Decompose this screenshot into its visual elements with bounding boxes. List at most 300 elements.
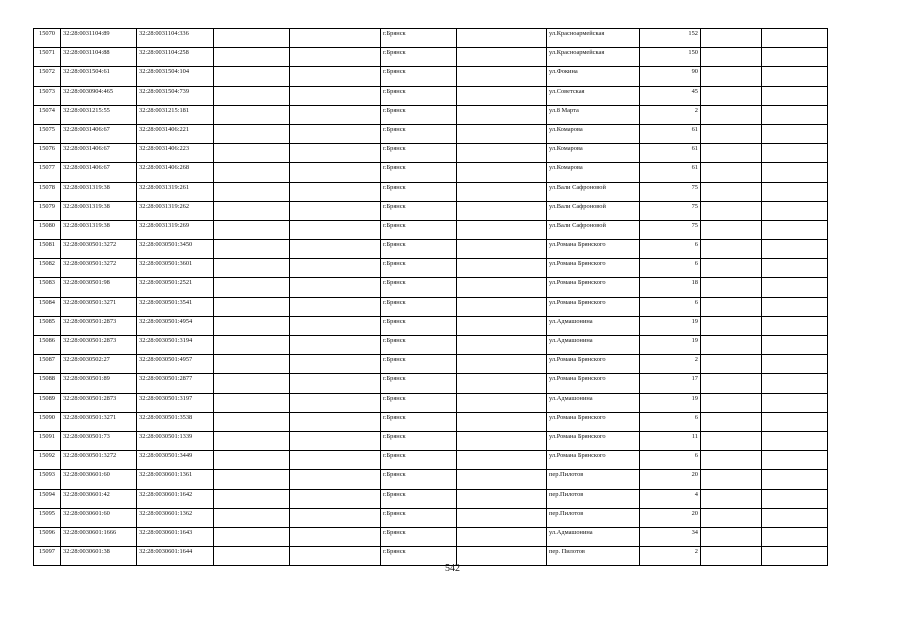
object-cadastral-number-cell: 32:28:0030501:2521 xyxy=(137,278,214,297)
empty-cell xyxy=(762,124,828,143)
empty-cell xyxy=(457,105,547,124)
house-number-cell: 20 xyxy=(640,508,701,527)
empty-cell xyxy=(290,124,381,143)
street-cell: ул.Адмашонина xyxy=(547,393,640,412)
empty-cell xyxy=(701,431,762,450)
house-number-cell: 17 xyxy=(640,374,701,393)
empty-cell xyxy=(290,297,381,316)
city-cell: г.Брянск xyxy=(381,29,457,48)
empty-cell xyxy=(214,489,290,508)
empty-cell xyxy=(762,29,828,48)
table-row xyxy=(34,336,828,355)
row-number-cell: 15080 xyxy=(34,220,61,239)
empty-cell xyxy=(457,259,547,278)
house-number-cell: 90 xyxy=(640,67,701,86)
cadastral-number-cell: 32:28:0031406:67 xyxy=(61,124,137,143)
empty-cell xyxy=(457,527,547,546)
table-row xyxy=(34,124,828,143)
table-row xyxy=(34,48,828,67)
empty-cell xyxy=(762,163,828,182)
street-cell: пер.Пилотов xyxy=(547,470,640,489)
empty-cell xyxy=(701,182,762,201)
empty-cell xyxy=(214,527,290,546)
object-cadastral-number-cell: 32:28:0031406:268 xyxy=(137,163,214,182)
city-cell: г.Брянск xyxy=(381,182,457,201)
street-cell: ул.Вали Сафроновой xyxy=(547,220,640,239)
empty-cell xyxy=(290,48,381,67)
object-cadastral-number-cell: 32:28:0030601:1361 xyxy=(137,470,214,489)
cadastral-number-cell: 32:28:0030501:2873 xyxy=(61,336,137,355)
object-cadastral-number-cell: 32:28:0031319:261 xyxy=(137,182,214,201)
city-cell: г.Брянск xyxy=(381,48,457,67)
object-cadastral-number-cell: 32:28:0030501:3449 xyxy=(137,451,214,470)
empty-cell xyxy=(701,355,762,374)
empty-cell xyxy=(290,220,381,239)
empty-cell xyxy=(214,240,290,259)
table-row xyxy=(34,259,828,278)
table-row xyxy=(34,431,828,450)
empty-cell xyxy=(701,29,762,48)
cadastral-number-cell: 32:28:0030501:3272 xyxy=(61,451,137,470)
house-number-cell: 19 xyxy=(640,393,701,412)
table-row xyxy=(34,105,828,124)
empty-cell xyxy=(762,201,828,220)
empty-cell xyxy=(762,278,828,297)
house-number-cell: 75 xyxy=(640,220,701,239)
cadastral-number-cell: 32:28:0030501:3272 xyxy=(61,259,137,278)
page-number: 542 xyxy=(445,563,460,574)
house-number-cell: 6 xyxy=(640,297,701,316)
street-cell: ул.Адмашонина xyxy=(547,336,640,355)
empty-cell xyxy=(701,163,762,182)
street-cell: ул.Комарова xyxy=(547,144,640,163)
empty-cell xyxy=(762,527,828,546)
street-cell: ул.Комарова xyxy=(547,163,640,182)
empty-cell xyxy=(290,431,381,450)
house-number-cell: 61 xyxy=(640,163,701,182)
empty-cell xyxy=(290,144,381,163)
empty-cell xyxy=(290,355,381,374)
table-row xyxy=(34,470,828,489)
empty-cell xyxy=(701,144,762,163)
row-number-cell: 15084 xyxy=(34,297,61,316)
empty-cell xyxy=(214,393,290,412)
street-cell: ул.Красноармейская xyxy=(547,29,640,48)
city-cell: г.Брянск xyxy=(381,144,457,163)
street-cell: ул.Вали Сафроновой xyxy=(547,201,640,220)
empty-cell xyxy=(701,259,762,278)
house-number-cell: 11 xyxy=(640,431,701,450)
empty-cell xyxy=(214,278,290,297)
table-row xyxy=(34,29,828,48)
empty-cell xyxy=(701,316,762,335)
empty-cell xyxy=(457,163,547,182)
empty-cell xyxy=(290,336,381,355)
city-cell: г.Брянск xyxy=(381,508,457,527)
cadastral-number-cell: 32:28:0031319:38 xyxy=(61,201,137,220)
object-cadastral-number-cell: 32:28:0030501:3197 xyxy=(137,393,214,412)
table-row xyxy=(34,86,828,105)
empty-cell xyxy=(701,412,762,431)
city-cell: г.Брянск xyxy=(381,393,457,412)
cadastral-number-cell: 32:28:0031406:67 xyxy=(61,163,137,182)
empty-cell xyxy=(701,105,762,124)
table-row xyxy=(34,412,828,431)
empty-cell xyxy=(290,29,381,48)
registry-table xyxy=(33,28,828,566)
empty-cell xyxy=(457,201,547,220)
city-cell: г.Брянск xyxy=(381,278,457,297)
empty-cell xyxy=(290,201,381,220)
empty-cell xyxy=(214,220,290,239)
object-cadastral-number-cell: 32:28:0030501:3538 xyxy=(137,412,214,431)
city-cell: г.Брянск xyxy=(381,240,457,259)
row-number-cell: 15073 xyxy=(34,86,61,105)
city-cell: г.Брянск xyxy=(381,547,457,566)
city-cell: г.Брянск xyxy=(381,124,457,143)
row-number-cell: 15089 xyxy=(34,393,61,412)
empty-cell xyxy=(701,451,762,470)
empty-cell xyxy=(457,412,547,431)
empty-cell xyxy=(290,278,381,297)
empty-cell xyxy=(457,470,547,489)
cadastral-number-cell: 32:28:0031215:55 xyxy=(61,105,137,124)
table-row xyxy=(34,297,828,316)
row-number-cell: 15094 xyxy=(34,489,61,508)
row-number-cell: 15082 xyxy=(34,259,61,278)
empty-cell xyxy=(457,316,547,335)
cadastral-number-cell: 32:28:0031104:89 xyxy=(61,29,137,48)
empty-cell xyxy=(214,355,290,374)
street-cell: ул.Романа Брянского xyxy=(547,374,640,393)
empty-cell xyxy=(762,431,828,450)
row-number-cell: 15079 xyxy=(34,201,61,220)
city-cell: г.Брянск xyxy=(381,105,457,124)
table-row xyxy=(34,489,828,508)
table-row xyxy=(34,278,828,297)
empty-cell xyxy=(701,86,762,105)
empty-cell xyxy=(762,412,828,431)
empty-cell xyxy=(762,144,828,163)
empty-cell xyxy=(214,316,290,335)
empty-cell xyxy=(762,489,828,508)
object-cadastral-number-cell: 32:28:0031504:104 xyxy=(137,67,214,86)
street-cell: ул.Романа Брянского xyxy=(547,431,640,450)
street-cell: пер.Пилотов xyxy=(547,508,640,527)
empty-cell xyxy=(457,431,547,450)
cadastral-number-cell: 32:28:0030501:73 xyxy=(61,431,137,450)
empty-cell xyxy=(214,431,290,450)
object-cadastral-number-cell: 32:28:0031319:269 xyxy=(137,220,214,239)
cadastral-number-cell: 32:28:0030501:2873 xyxy=(61,393,137,412)
empty-cell xyxy=(701,470,762,489)
house-number-cell: 19 xyxy=(640,316,701,335)
empty-cell xyxy=(290,412,381,431)
row-number-cell: 15077 xyxy=(34,163,61,182)
empty-cell xyxy=(701,527,762,546)
street-cell: ул.Романа Брянского xyxy=(547,451,640,470)
empty-cell xyxy=(290,489,381,508)
empty-cell xyxy=(762,470,828,489)
city-cell: г.Брянск xyxy=(381,163,457,182)
object-cadastral-number-cell: 32:28:0031406:223 xyxy=(137,144,214,163)
street-cell: ул.Красноармейская xyxy=(547,48,640,67)
empty-cell xyxy=(290,470,381,489)
street-cell: ул.Советская xyxy=(547,86,640,105)
street-cell: ул.Романа Брянского xyxy=(547,240,640,259)
cadastral-number-cell: 32:28:0030601:60 xyxy=(61,470,137,489)
empty-cell xyxy=(214,412,290,431)
row-number-cell: 15085 xyxy=(34,316,61,335)
empty-cell xyxy=(214,297,290,316)
empty-cell xyxy=(290,527,381,546)
empty-cell xyxy=(701,278,762,297)
street-cell: ул.Комарова xyxy=(547,124,640,143)
object-cadastral-number-cell: 32:28:0030501:3601 xyxy=(137,259,214,278)
empty-cell xyxy=(762,86,828,105)
empty-cell xyxy=(701,48,762,67)
city-cell: г.Брянск xyxy=(381,297,457,316)
cadastral-number-cell: 32:28:0031504:61 xyxy=(61,67,137,86)
city-cell: г.Брянск xyxy=(381,489,457,508)
house-number-cell: 2 xyxy=(640,547,701,566)
city-cell: г.Брянск xyxy=(381,220,457,239)
cadastral-number-cell: 32:28:0030501:3272 xyxy=(61,240,137,259)
cadastral-number-cell: 32:28:0031104:88 xyxy=(61,48,137,67)
empty-cell xyxy=(457,489,547,508)
street-cell: пер.Пилотов xyxy=(547,489,640,508)
city-cell: г.Брянск xyxy=(381,355,457,374)
street-cell: ул.Романа Брянского xyxy=(547,259,640,278)
empty-cell xyxy=(457,297,547,316)
empty-cell xyxy=(701,220,762,239)
empty-cell xyxy=(457,374,547,393)
object-cadastral-number-cell: 32:28:0031319:262 xyxy=(137,201,214,220)
house-number-cell: 19 xyxy=(640,336,701,355)
empty-cell xyxy=(457,278,547,297)
house-number-cell: 18 xyxy=(640,278,701,297)
row-number-cell: 15095 xyxy=(34,508,61,527)
empty-cell xyxy=(290,240,381,259)
table-row xyxy=(34,163,828,182)
table-row xyxy=(34,355,828,374)
empty-cell xyxy=(762,220,828,239)
table-row xyxy=(34,393,828,412)
empty-cell xyxy=(762,240,828,259)
empty-cell xyxy=(457,220,547,239)
city-cell: г.Брянск xyxy=(381,374,457,393)
row-number-cell: 15072 xyxy=(34,67,61,86)
empty-cell xyxy=(214,163,290,182)
empty-cell xyxy=(214,182,290,201)
empty-cell xyxy=(290,316,381,335)
house-number-cell: 6 xyxy=(640,412,701,431)
empty-cell xyxy=(290,259,381,278)
object-cadastral-number-cell: 32:28:0030601:1643 xyxy=(137,527,214,546)
row-number-cell: 15097 xyxy=(34,547,61,566)
empty-cell xyxy=(762,393,828,412)
empty-cell xyxy=(701,297,762,316)
empty-cell xyxy=(214,451,290,470)
cadastral-number-cell: 32:28:0030501:98 xyxy=(61,278,137,297)
empty-cell xyxy=(457,67,547,86)
empty-cell xyxy=(762,67,828,86)
empty-cell xyxy=(762,316,828,335)
house-number-cell: 6 xyxy=(640,259,701,278)
object-cadastral-number-cell: 32:28:0030601:1362 xyxy=(137,508,214,527)
empty-cell xyxy=(762,451,828,470)
empty-cell xyxy=(457,508,547,527)
empty-cell xyxy=(290,182,381,201)
empty-cell xyxy=(701,393,762,412)
empty-cell xyxy=(214,336,290,355)
row-number-cell: 15086 xyxy=(34,336,61,355)
empty-cell xyxy=(290,508,381,527)
table-row xyxy=(34,67,828,86)
empty-cell xyxy=(701,67,762,86)
street-cell: ул.Адмашонина xyxy=(547,527,640,546)
empty-cell xyxy=(214,259,290,278)
cadastral-number-cell: 32:28:0030601:38 xyxy=(61,547,137,566)
house-number-cell: 34 xyxy=(640,527,701,546)
house-number-cell: 75 xyxy=(640,182,701,201)
cadastral-number-cell: 32:28:0030501:2873 xyxy=(61,316,137,335)
object-cadastral-number-cell: 32:28:0030501:3450 xyxy=(137,240,214,259)
row-number-cell: 15087 xyxy=(34,355,61,374)
empty-cell xyxy=(762,355,828,374)
street-cell: ул.Романа Брянского xyxy=(547,278,640,297)
table-row xyxy=(34,527,828,546)
empty-cell xyxy=(762,336,828,355)
row-number-cell: 15090 xyxy=(34,412,61,431)
object-cadastral-number-cell: 32:28:0030601:1644 xyxy=(137,547,214,566)
house-number-cell: 6 xyxy=(640,451,701,470)
street-cell: ул.Романа Брянского xyxy=(547,355,640,374)
empty-cell xyxy=(457,124,547,143)
empty-cell xyxy=(290,86,381,105)
empty-cell xyxy=(214,29,290,48)
object-cadastral-number-cell: 32:28:0031215:181 xyxy=(137,105,214,124)
empty-cell xyxy=(214,105,290,124)
row-number-cell: 15075 xyxy=(34,124,61,143)
street-cell: ул.Романа Брянского xyxy=(547,412,640,431)
empty-cell xyxy=(214,201,290,220)
table-row xyxy=(34,374,828,393)
table-row xyxy=(34,316,828,335)
empty-cell xyxy=(762,105,828,124)
cadastral-number-cell: 32:28:0030501:3271 xyxy=(61,412,137,431)
house-number-cell: 2 xyxy=(640,355,701,374)
empty-cell xyxy=(214,124,290,143)
empty-cell xyxy=(457,240,547,259)
row-number-cell: 15074 xyxy=(34,105,61,124)
object-cadastral-number-cell: 32:28:0030501:1339 xyxy=(137,431,214,450)
empty-cell xyxy=(290,105,381,124)
empty-cell xyxy=(762,259,828,278)
cadastral-number-cell: 32:28:0031406:67 xyxy=(61,144,137,163)
street-cell: ул.Адмашонина xyxy=(547,316,640,335)
empty-cell xyxy=(701,508,762,527)
row-number-cell: 15078 xyxy=(34,182,61,201)
cadastral-number-cell: 32:28:0030904:465 xyxy=(61,86,137,105)
empty-cell xyxy=(457,336,547,355)
city-cell: г.Брянск xyxy=(381,316,457,335)
city-cell: г.Брянск xyxy=(381,67,457,86)
city-cell: г.Брянск xyxy=(381,259,457,278)
cadastral-number-cell: 32:28:0030501:3271 xyxy=(61,297,137,316)
row-number-cell: 15083 xyxy=(34,278,61,297)
cadastral-number-cell: 32:28:0031319:38 xyxy=(61,220,137,239)
empty-cell xyxy=(457,86,547,105)
empty-cell xyxy=(762,374,828,393)
empty-cell xyxy=(214,374,290,393)
empty-cell xyxy=(701,336,762,355)
row-number-cell: 15076 xyxy=(34,144,61,163)
object-cadastral-number-cell: 32:28:0030501:4954 xyxy=(137,316,214,335)
table-row xyxy=(34,144,828,163)
empty-cell xyxy=(762,48,828,67)
empty-cell xyxy=(457,48,547,67)
table-row xyxy=(34,451,828,470)
object-cadastral-number-cell: 32:28:0030501:4957 xyxy=(137,355,214,374)
city-cell: г.Брянск xyxy=(381,201,457,220)
city-cell: г.Брянск xyxy=(381,431,457,450)
object-cadastral-number-cell: 32:28:0031104:336 xyxy=(137,29,214,48)
cadastral-number-cell: 32:28:0030601:1666 xyxy=(61,527,137,546)
empty-cell xyxy=(290,393,381,412)
row-number-cell: 15081 xyxy=(34,240,61,259)
house-number-cell: 6 xyxy=(640,240,701,259)
street-cell: ул.Фокина xyxy=(547,67,640,86)
row-number-cell: 15096 xyxy=(34,527,61,546)
object-cadastral-number-cell: 32:28:0030601:1642 xyxy=(137,489,214,508)
street-cell: ул.8 Марта xyxy=(547,105,640,124)
empty-cell xyxy=(701,489,762,508)
empty-cell xyxy=(214,508,290,527)
row-number-cell: 15093 xyxy=(34,470,61,489)
street-cell: ул.Романа Брянского xyxy=(547,297,640,316)
empty-cell xyxy=(701,374,762,393)
city-cell: г.Брянск xyxy=(381,412,457,431)
empty-cell xyxy=(457,29,547,48)
street-cell: ул.Вали Сафроновой xyxy=(547,182,640,201)
house-number-cell: 152 xyxy=(640,29,701,48)
row-number-cell: 15070 xyxy=(34,29,61,48)
empty-cell xyxy=(457,182,547,201)
empty-cell xyxy=(762,297,828,316)
house-number-cell: 61 xyxy=(640,144,701,163)
table-row xyxy=(34,220,828,239)
street-cell: пер. Пилотов xyxy=(547,547,640,566)
table-row xyxy=(34,182,828,201)
empty-cell xyxy=(290,374,381,393)
empty-cell xyxy=(290,163,381,182)
empty-cell xyxy=(214,470,290,489)
house-number-cell: 75 xyxy=(640,201,701,220)
house-number-cell: 4 xyxy=(640,489,701,508)
object-cadastral-number-cell: 32:28:0031104:258 xyxy=(137,48,214,67)
cadastral-number-cell: 32:28:0030502:27 xyxy=(61,355,137,374)
cadastral-number-cell: 32:28:0030601:42 xyxy=(61,489,137,508)
city-cell: г.Брянск xyxy=(381,527,457,546)
city-cell: г.Брянск xyxy=(381,336,457,355)
table-row xyxy=(34,201,828,220)
cadastral-number-cell: 32:28:0030501:89 xyxy=(61,374,137,393)
row-number-cell: 15071 xyxy=(34,48,61,67)
cadastral-number-cell: 32:28:0031319:38 xyxy=(61,182,137,201)
house-number-cell: 2 xyxy=(640,105,701,124)
empty-cell xyxy=(701,124,762,143)
